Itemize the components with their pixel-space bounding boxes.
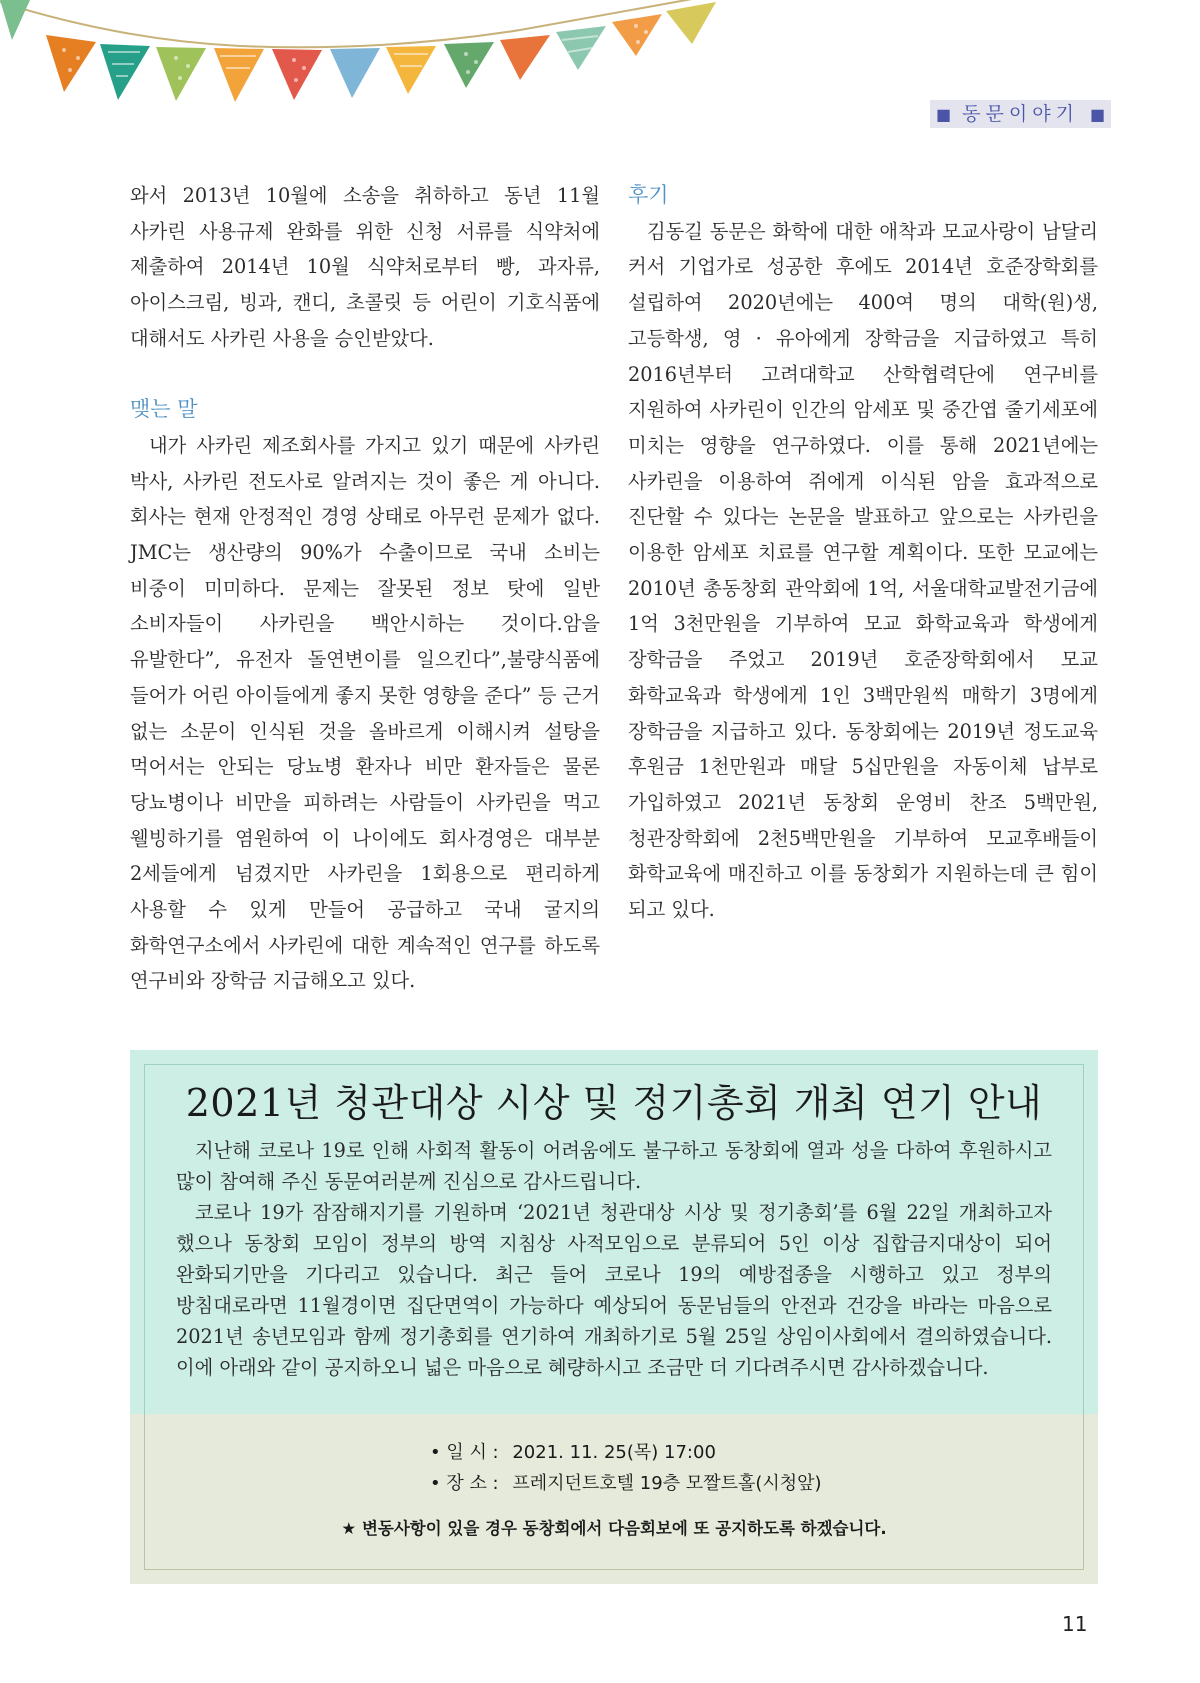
event-date-row <box>430 1437 822 1468</box>
notice-footnote: ★ 변동사항이 있을 경우 동창회에서 다음회보에 또 공지하도록 하겠습니다. <box>341 1519 887 1538</box>
notice-paragraph-2: 코로나 19가 잠잠해지기를 기원하며 ‘2021년 청관대상 시상 및 정기총회’를 6월 22일 개최하고자 했으나 동창회 모임이 정부의 방역 지침상 사적모임으로 분류되어 5인 이상 집합금지대상이 되어 완화되기만을 기다리고 있습니다. 최근 들어 코로나 19의 예방접종을 시행하고 있고 정부의 방침대로라면 11월경이면 집단면역이 가능하다 예상되어 동문님들의 안전과 건강을 바라는 마음으로 2021년 송년모임과 함께 정기총회를 연기하여 개최하기로 5월 25일 상임이사회에서 결의하였습니다. 이에 아래와 같이 공지하오니 넓은 마음으로 혜량하시고 조금만 더 기다려주시면 감사하겠습니다. <box>176 1201 1052 1379</box>
tag-marker-right: ■ <box>1090 105 1106 124</box>
event-date-label: • 일 시 : <box>430 1442 499 1463</box>
notice-body <box>176 1135 1052 1383</box>
event-details <box>430 1437 822 1499</box>
event-date-value: 2021. 11. 25(목) 17:00 <box>512 1442 716 1463</box>
page-number: 11 <box>1062 1612 1088 1636</box>
notice-box <box>130 1050 1098 1584</box>
section-tag <box>930 100 1111 128</box>
tag-marker-left: ■ <box>936 105 952 124</box>
notice-title: 2021년 청관대상 시상 및 정기총회 개최 연기 안내 <box>185 1081 1043 1125</box>
closing-text: 내가 사카린 제조회사를 가지고 있기 때문에 사카린 박사, 사카린 전도사로 알려지는 것이 좋은 게 아니다. 회사는 현재 안정적인 경영 상태로 아무런 문제가 없다. JMC는 생산량의 90%가 수출이므로 국내 소비는 비중이 미미하다. 문제는 잘못된 정보 탓에 일반 소비자들이 사카린을 백안시하는 것이다.암을 유발한다”, 유전자 돌연변이를 일으킨다”,불량식품에 들어가 어린 아이들에게 좋지 못한 영향을 준다” 등 근거 없는 소문이 인식된 것을 올바르게 이해시켜 설탕을 먹어서는 안되는 당뇨병 환자나 비만 환자들은 물론 당뇨병이나 비만을 피하려는 사람들이 사카린을 먹고 웰빙하기를 염원하여 이 나이에도 회사경영은 대부분 2세들에게 넘겼지만 사카린을 1회용으로 편리하게 사용할 수 있게 만들어 공급하고 국내 굴지의 화학연구소에서 사카린에 대한 계속적인 연구를 하도록 연구비와 장학금 지급해오고 있다. <box>130 433 600 993</box>
event-place-row <box>430 1468 822 1499</box>
event-place-value: 프레지던트호텔 19층 모짤트홀(시청앞) <box>512 1473 822 1494</box>
right-column <box>628 178 1098 928</box>
notice-paragraph-1: 지난해 코로나 19로 인해 사회적 활동이 어려움에도 불구하고 동창회에 열과 성을 다하여 후원하시고 많이 참여해 주신 동문여러분께 진심으로 감사드립니다. <box>176 1139 1052 1193</box>
section-tag-label: 동문이야기 <box>962 103 1079 125</box>
closing-heading: 맺는 말 <box>130 397 198 422</box>
afterword-text: 김동길 동문은 화학에 대한 애착과 모교사랑이 남달리 커서 기업가로 성공한 후에도 2014년 호준장학회를 설립하여 2020년에는 400여 명의 대학(원)생, 고등학생, 영 · 유아에게 장학금을 지급하였고 특히 2016년부터 고려대학교 산학협력단에 연구비를 지원하여 사카린이 인간의 암세포 및 중간엽 줄기세포에 미치는 영향을 연구하였다. 이를 통해 2021년에는 사카린을 이용하여 쥐에게 이식된 암을 효과적으로 진단할 수 있다는 논문을 발표하고 앞으로는 사카린을 이용한 암세포 치료를 연구할 계획이다. 또한 모교에는 2010년 총동창회 관악회에 1억, 서울대학교발전기금에 1억 3천만원을 기부하여 모교 화학교육과 학생에게 장학금을 주었고 2019년 호준장학회에서 모교 화학교육과 학생에게 1인 3백만원씩 매학기 3명에게 장학금을 지급하고 있다. 동창회에는 2019년 정도교육 후원금 1천만원과 매달 5십만원을 자동이체 납부로 가입하였고 2021년 동창회 운영비 찬조 5백만원, 청관장학회에 2천5백만원을 기부하여 모교후배들이 화학교육에 매진하고 이를 동창회가 지원하는데 큰 힘이 되고 있다. <box>628 219 1098 922</box>
afterword-heading: 후기 <box>628 183 669 207</box>
left-continuation-text: 와서 2013년 10월에 소송을 취하하고 동년 11월 사카린 사용규제 완화를 위한 신청 서류를 식약처에 제출하여 2014년 10월 식약처로부터 빵, 과자류, 아이스크림, 빙과, 캔디, 초콜릿 등 어린이 기호식품에 대해서도 사카린 사용을 승인받았다. <box>130 184 600 350</box>
bunting-decoration <box>0 0 720 115</box>
left-column <box>130 178 600 999</box>
event-place-label: • 장 소 : <box>430 1473 499 1494</box>
